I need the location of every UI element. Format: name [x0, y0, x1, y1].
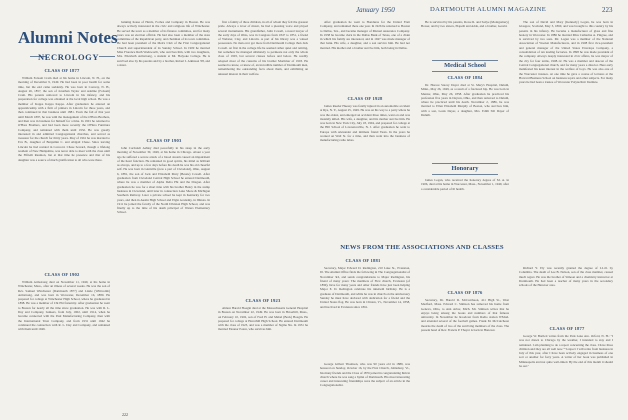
article-column-5c — [421, 178, 509, 238]
article-column-1 — [18, 76, 110, 266]
article-column-3 — [218, 20, 308, 260]
article-column-9 — [519, 266, 613, 322]
medical-school-heading: Medical School — [432, 60, 498, 72]
article-column-7b — [320, 362, 410, 410]
article-column-8 — [421, 298, 509, 408]
necrology-heading: NECROLOGY — [38, 52, 100, 62]
article-text: William Folsom Cram died at his home in Lincoln, N. H., on the morning of December 9, 1949. He had been in poor health for some time, but the end came suddenly. He was born in Conway, N. H., August 26, 1857, the son of Jonathan Taylor and Adeline (Folsom) Cram. His parents removed to Lincoln in his infancy, and his preparation for college was obtained at the local high school. He was a member of Kappa Kappa Kappa. After graduation he entered an apprenticeship with a firm of printers in Lincoln for three years, and then continued in that business until 1881. From the fall of that year until March 1897, he was with the management of the O'Hara Brothers, and then was in business for himself for a time. In 1901 he returned to O'Hara Brothers, and had been more recently the O'Hara Furniture Company, and remained with them until 1932. He was greatly interested in and admitted Congregational churches, and served as treasurer for the church for thirty years. May of 1961 he was married to Eva B., daughter of Benjamin C. and Abigail Chase. Since leaving Lincoln he had resided in Concord. Chase Seward, though a lifelong resident of New Hampshire, was never able to meet with the class until the Fiftieth Reunion, but at that time he presence and that of his daughter was a source of much gratification to all who were there. — [18, 76, 110, 162]
class-heading-1877-news: CLASS OF 1877 — [549, 326, 585, 331]
article-text: William Armstrong died on November 11, 1949, at his home in Winchester, Mass., after an illness of several weeks. He was the son of Rev. Samuel Winchester (Dartmouth 1877) and Lizzie (Whitcomb) Armstrong, and was born in Worcester, December 16, 1880. He prepared for college at Winchester High School, where he graduated in 1898. He was a member of Chi Phi fraternity. After graduation he went to Boston for nearly all the time since graduation. He was with R. L. Day and Company, bankers, from July, 1902, until 1914, when he became connected with the Paul Manufacturing Company, then with the International Trust Company, and from 1931 until 1942 he continued the connection with R. L. Day and Company, and remained with them until 1949. — [18, 280, 110, 332]
article-text: first a family of three children, in all of whom they felt the greatest pride. Always a lover of music, he had a pleasing voice and played several instruments. His grandfather, John Cowell, a noted lawyer of the early days of Ohio, was in Congress from 1847 to 1851, a friend of Webster, Clay, and Lincoln. A part of his library was a valued possession. No man ever got more from Dartmouth College than Jack Cowell. At first in the college life he seemed rather quiet and retiring, but somehow he managed ultimately to permeate not only the whole class of 1903, but several classes before and below. He readily adopted most of the customs of his brother Mortimer of 1903. He seemed to know, or know of, an incredible number of Dartmouth men, remembering the outstanding facts about them, and exhibiting an unusual interest in their welfare. — [218, 20, 308, 76]
article-column-4b — [320, 104, 410, 240]
article-text: James Reeder Huessy was fatally injured in an automobile accident at Rye, N. Y., August 25, 1949. He was on his way to a party where he was the oldest, and emerged an accident three times, went on and was instantly killed. His wife, a daughter, and his mother survive him. He was born in New York City, July 18, 1904, and prepared for college at the Hill School of Lawrenceville, N. J. After graduation he went to Europe with Alexander and intimate friend Yeats. In the years he worked on Wall St. for a time, and then went into the business of manufacturing radio tubes. — [320, 104, 410, 143]
article-column-2b — [117, 146, 210, 408]
article-text: The son of David and Mary (Kennedy) Logan, he was born in Glasgow, Scotland, May 3, 1860, and was brought to this country by his parents in his infancy. He became a manufacturer of glass and fine hosiery in Worcester. In 1886 he married Miss Catherine A. Pingree, and is survived by two sons. Mr. Logan was a member of the National Association of Woolen Manufacturers, and in 1908 first vice-president and general manager of the United States Envelope Company, a consolidation of ten leading factories. In 1898 he was made president of the company. Always deeply interested in civic affairs, he was mayor of the city for four terms, 1908-12. He was a member and deacon of the Central Congregational church, and for many years a director. Here early manifested his keen interest in the welfare of boys. He was also one of the Worcester trustees. At one time he gave a course of lectures at the Harvard Business School on business topics and other subjects. For many years he had been a trustee of Worcester Polytechnic Institute. — [519, 20, 613, 85]
article-text: Secretary, Dr. Harold D. McCutcheon, 411 High St., West Medford, Mass. Edward C. Stimson has removed his home from Geneva, Ohio, to Ann Arbor, Mich. Mr. Stimson writes that he enjoys being among the books and numbers of that famous university. In November he broadcast from Radio station WMAL and attended several of the football games. Frank M. McCutcheon mourns the death of two of the surviving members of the class. The present head of Rev. Francis P. Thayer is back in Hanover. — [421, 298, 509, 333]
article-column-6 — [519, 20, 613, 238]
running-head — [0, 0, 628, 18]
article-text: He is survived by his parents, Rowe R. and Sadye (Montgomery) Bower, and by two sisters, Elspeth and Adda, and a brother, Gerald. — [421, 20, 509, 29]
article-text: John Cortlandt Ashley died peacefully in his sleep in the early morning of November 30, 1949, at his home in Chicago. About a year ago he suffered a severe attack of a blood stream caused an impairment of the heart function. He remained in good spirits, his mind as brilliant as always, and up to a few days before his death he was his old cheerful self. He was born in Glenville (now a part of Cleveland), Ohio, August 6, 1881, the son of Jack and Elizabeth Mary (Bessie) Cowell. After graduation from Cleveland Central High School he entered Dartmouth, where he was a member of Alpha Delta Phi and the Dragon. After graduation he was for a short time with his brother Henry in the stamp business in Cleveland, until later in connection Lake Shore & Michigan Southern Railway. Later a private school he kept in Kentucky for two years, and then in Austin High School and Elgin Academy, in Illinois. In 1911 he joined the faculty of the North Division High School, and was finally up to the time of his death principal of Waters Elementary School. — [117, 146, 210, 215]
article-text: Almon Harold Hoagin died at the Massachusetts General Hospital in Boston on November 22, 1949. He was born in Haverhill, Mass., on February 10, 1902, son of Fred H. and Mabel (Beck) Hoagin. He prepared for college at Haverhill High School. He entered Dartmouth with the class of 1923, and was a member of Sigma Nu. In 1931 he married Eleanor Eaton, who survives him. — [218, 306, 308, 332]
class-heading-1903: CLASS OF 1903 — [146, 138, 182, 143]
article-text: banking house of Harris, Forbes and Company in Boston. He was always actively interested in the civic and religious life of Winchester. He served the town as a member of its finance committee, and for many years was an election official. He had also been a member of the state committee of the Republican party, and chairman of its town committee. He had been president of the Men's Club of the First Congregational Church and superintendent of its Sunday School. In 1909 he married Miss Florence Ruth Wadsworth, who survives him, with two daughters, Mrs. Elizabeth Armstrong, a student at Mt. Holyoke College. He is survived also by his parents and by a brother, Robert I. Atkinson '08, and a sister. — [117, 20, 210, 67]
honorary-heading: Honorary — [432, 163, 498, 175]
article-text: James Logan, who received the honorary degree of M. A. in 1906, died at his home in Worcester, Mass., November 1, 1949, after a considerable period of ill health. — [421, 178, 509, 191]
article-text: After graduation he went to Honduras for the United Fruit Company, and remained there one year. In 1926 he returned to Boston to Dallas, Tex., and became manager of Mutual Assurance Company. In 1938 he became clerk in the Dallas Bank of Texas, one of a chain in which his family are interested, and in 1947 was made manager of that bank. His wife, a daughter, and a son survive him. He had not married. His mother and a brother survive him, both being in Dallas. — [320, 20, 410, 50]
class-heading-1902: CLASS OF 1902 — [44, 272, 80, 277]
article-column-7 — [320, 266, 410, 360]
article-column-5 — [421, 20, 509, 50]
necrology-rule-right — [99, 56, 115, 57]
news-heading: NEWS FROM THE ASSOCIATIONS AND CLASSES — [340, 244, 504, 251]
article-text: George Gilbert Thomson, who was 90 years old in 1889, was honored on Sunday, October 16, by the First Church, Johnsbury, Vt., his many friends and the Class of 1876 joined in congratulating him in church where he was sang a hymn of Dartmouth. His most interesting career and interesting friendships were the subject of an article in the Congregationalist. — [320, 362, 410, 388]
magazine-name: DARTMOUTH ALUMNI MAGAZINE — [430, 6, 547, 13]
footer-page-number: 222 — [122, 412, 128, 417]
class-heading-1881: CLASS OF 1881 — [345, 258, 381, 263]
page-title: Alumni Notes — [18, 28, 118, 47]
article-column-3b — [218, 306, 308, 406]
article-column-1b — [18, 280, 110, 406]
class-heading-1884: CLASS OF 1884 — [447, 75, 483, 80]
class-heading-1877: CLASS OF 1877 — [44, 68, 80, 73]
article-text: Dr. Horace Stacey Dayer died at St. Mary's Hospital, Duluth, Minn., May 26, 1949, as a result of a fractured hip. He was born in Mentor, Ohio, May 26, 1858. After graduation he practiced his profession five years in Dayton, Ohio, and then removed to Duluth, where he practiced until his death. November 2, 1886, he was married to Ellen Elizabeth Murphy of Boston, who survives him, with a son, Louis Dayer, a daughter, Mrs. Edith Sill Dayer of Duluth. — [421, 83, 509, 118]
class-heading-1928: CLASS OF 1928 — [347, 96, 383, 101]
article-column-9b — [519, 334, 613, 408]
article-column-4 — [320, 20, 410, 88]
article-text: George W. Bartlett writes from the Park Lake Ave. Orford, N. H.: "I was not drawn to Chicago by the weather, I intended to stay and I remained. I am planning to do a report concerning the class. I have three children and they are all well now.""I expect I will retire from business in July of this year, after I have been actively engaged in business of one sort or another for forty years. A writer of her book was published in Minneapolis and not quite well-timed. By the end of this month it should be out." — [519, 334, 613, 369]
article-column-2 — [117, 20, 210, 130]
article-text: Secretary, Major Edward D. Redington, 210 Lake St., Evanston, Ill. The Alumni Office finds the following in The Congregationalist of November 3rd, and sends congratulations to Major Redington, his friend of many years: The members of First church, Evanston (of 1899), have for many years and other friends have just been helping Major E. D. Redington celebrate his ninetieth birthday. He is a graduate of Dartmouth, and while he was in church on the anniversary Sunday he must have declared with dedication for a friend and the United States flag. He was born in Clinton, Vt., November 14, 1858, and has lived in Evanston since 1861. — [320, 266, 410, 309]
class-heading-1923: CLASS OF 1923 — [245, 298, 281, 303]
page-number: 223 — [602, 6, 613, 14]
article-column-5b — [421, 83, 509, 159]
article-text: Richard Y. Ely was recently granted the degree of LL.D. by Columbia. The death of Lee B. Nelson, son of the class member, caused much regret. He was the brother of Simeon and a chemistry instructor at Dartmouth. He had been a teacher of many years in the secondary schools of the Hanover area. — [519, 266, 613, 288]
issue-date: January 1950 — [356, 6, 395, 14]
class-heading-1876: CLASS OF 1876 — [447, 290, 483, 295]
